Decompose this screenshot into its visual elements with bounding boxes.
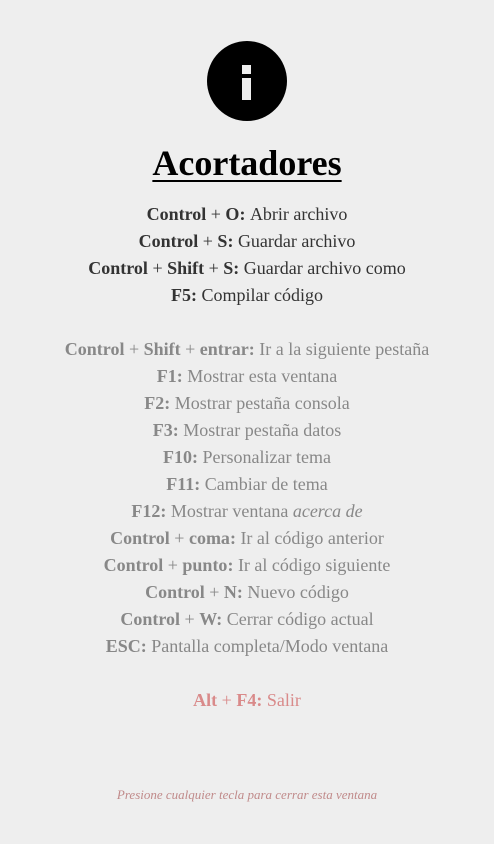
shortcut-keys: F5: (171, 285, 202, 305)
shortcut-keys: Control + coma: (110, 528, 241, 548)
key-name: F11 (166, 474, 195, 494)
key-separator: + (147, 258, 168, 278)
shortcut-item (0, 282, 494, 309)
shortcut-keys: Control + N: (145, 582, 248, 602)
shortcut-description: Mostrar ventana (170, 501, 289, 521)
key-name: F12 (131, 501, 161, 521)
shortcut-keys: ESC: (105, 636, 152, 656)
shortcut-keys: F3: (152, 420, 184, 440)
key-name: ESC (105, 636, 141, 656)
shortcut-list-exit (0, 687, 494, 714)
shortcut-description: Mostrar esta ventana (187, 366, 338, 386)
key-separator: + (206, 204, 226, 224)
shortcut-list-primary (0, 201, 494, 309)
shortcut-item (0, 336, 494, 363)
shortcut-description: Personalizar tema (202, 447, 331, 467)
key-name: punto (182, 555, 228, 575)
shortcut-description: Ir a la siguiente pestaña (259, 339, 430, 359)
shortcut-item (0, 579, 494, 606)
shortcut-keys: Control + S: (138, 231, 238, 251)
key-name: Control (110, 528, 170, 548)
shortcut-item (0, 606, 494, 633)
key-name: Control (88, 258, 148, 278)
shortcut-item (0, 633, 494, 660)
key-separator: + (217, 690, 237, 710)
key-name: Control (138, 231, 199, 251)
key-name: S (223, 258, 234, 278)
key-name: N (223, 582, 237, 602)
shortcut-item (0, 417, 494, 444)
shortcut-keys: Control + O: (146, 204, 250, 224)
shortcut-keys: Control + Shift + entrar: (64, 339, 260, 359)
shortcut-description: Ir al código siguiente (237, 555, 391, 575)
shortcut-keys: Control + Shift + S: (88, 258, 244, 278)
key-name: Control (145, 582, 205, 602)
shortcut-keys: F12: (131, 501, 171, 521)
key-name: F5 (171, 285, 191, 305)
shortcut-description: Guardar archivo (237, 231, 356, 251)
shortcut-keys: Control + punto: (103, 555, 238, 575)
shortcut-item (0, 444, 494, 471)
key-name: W (199, 609, 217, 629)
key-separator: + (198, 231, 218, 251)
shortcut-keys: F10: (163, 447, 203, 467)
key-separator: + (124, 339, 144, 359)
shortcut-item (0, 498, 494, 525)
key-name: Shift (143, 339, 181, 359)
shortcut-item (0, 201, 494, 228)
info-icon (207, 41, 287, 121)
shortcut-description: Pantalla completa/Modo ventana (151, 636, 389, 656)
key-separator: + (180, 609, 200, 629)
key-separator: + (163, 555, 183, 575)
shortcut-keys: F1: (156, 366, 188, 386)
shortcut-description: Mostrar pestaña datos (183, 420, 342, 440)
key-name: entrar (199, 339, 249, 359)
key-separator: + (204, 258, 224, 278)
key-name: F10 (163, 447, 193, 467)
shortcut-item (0, 363, 494, 390)
shortcut-description: Cerrar código actual (226, 609, 374, 629)
key-name: coma (188, 528, 230, 548)
shortcut-item (0, 471, 494, 498)
key-name: Shift (167, 258, 205, 278)
key-name: O (225, 204, 240, 224)
key-name: F4 (236, 690, 257, 710)
key-separator: + (204, 582, 224, 602)
shortcut-description: Cambiar de tema (204, 474, 328, 494)
shortcut-list-secondary (0, 336, 494, 660)
key-name: F1 (156, 366, 177, 386)
shortcut-keys: F11: (166, 474, 205, 494)
shortcut-description: Guardar archivo como (243, 258, 406, 278)
shortcut-item (0, 228, 494, 255)
close-hint: Presione cualquier tecla para cerrar esta ventana (116, 787, 378, 802)
page-title: Acortadores (152, 143, 342, 183)
shortcut-item (0, 687, 494, 714)
key-separator: + (180, 339, 200, 359)
key-name: Control (120, 609, 181, 629)
shortcut-description: Abrir archivo (249, 204, 348, 224)
key-name: Control (64, 339, 125, 359)
key-name: S (217, 231, 228, 251)
shortcut-keys: Control + W: (120, 609, 227, 629)
shortcut-keys: F2: (144, 393, 175, 413)
shortcut-description: Nuevo código (247, 582, 349, 602)
key-name: Control (146, 204, 207, 224)
key-name: Control (103, 555, 164, 575)
shortcut-description: Mostrar pestaña consola (174, 393, 350, 413)
key-name: F2 (144, 393, 165, 413)
key-name: F3 (152, 420, 173, 440)
key-name: Alt (193, 690, 218, 710)
shortcut-item (0, 552, 494, 579)
shortcut-keys: Alt + F4: (193, 690, 267, 710)
shortcut-description: Salir (266, 690, 301, 710)
key-separator: + (169, 528, 189, 548)
shortcut-description-emphasis: acerca de (292, 501, 363, 521)
shortcut-description: Compilar código (201, 285, 323, 305)
shortcut-description: Ir al código anterior (240, 528, 384, 548)
shortcut-item (0, 255, 494, 282)
shortcut-item (0, 390, 494, 417)
shortcut-item (0, 525, 494, 552)
